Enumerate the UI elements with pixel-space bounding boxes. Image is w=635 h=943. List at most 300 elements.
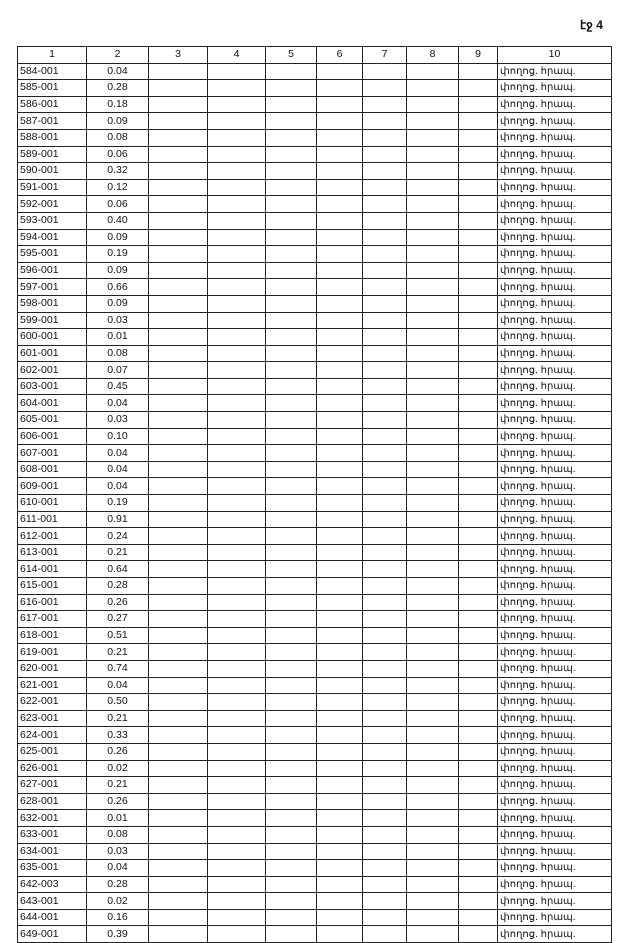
area-cell: 0.21 (87, 710, 149, 727)
parcel-code-cell: 591-001 (18, 179, 87, 196)
empty-cell (208, 113, 266, 130)
empty-cell (459, 926, 498, 943)
empty-cell (266, 893, 317, 910)
page-number-label: էջ 4 (580, 18, 603, 32)
empty-cell (317, 926, 363, 943)
land-use-cell: փողոց. հրապ. (498, 710, 612, 727)
empty-cell (459, 295, 498, 312)
empty-cell (407, 660, 459, 677)
empty-cell (407, 113, 459, 130)
parcel-code-cell: 626-001 (18, 760, 87, 777)
empty-cell (363, 544, 407, 561)
empty-cell (363, 146, 407, 163)
parcel-code-cell: 625-001 (18, 743, 87, 760)
parcel-code-cell: 618-001 (18, 627, 87, 644)
table-header-row (18, 47, 612, 64)
empty-cell (149, 710, 208, 727)
empty-cell (363, 860, 407, 877)
empty-cell (208, 826, 266, 843)
empty-cell (459, 246, 498, 263)
empty-cell (266, 80, 317, 97)
parcel-code-cell: 601-001 (18, 345, 87, 362)
empty-cell (317, 478, 363, 495)
empty-cell (208, 362, 266, 379)
table-row (18, 412, 612, 429)
table-row (18, 262, 612, 279)
empty-cell (459, 627, 498, 644)
land-use-cell: փողոց. հրապ. (498, 511, 612, 528)
empty-cell (407, 80, 459, 97)
empty-cell (459, 395, 498, 412)
empty-cell (363, 428, 407, 445)
empty-cell (266, 146, 317, 163)
table-row (18, 129, 612, 146)
empty-cell (317, 710, 363, 727)
empty-cell (459, 212, 498, 229)
parcel-code-cell: 610-001 (18, 495, 87, 512)
empty-cell (407, 412, 459, 429)
empty-cell (266, 478, 317, 495)
area-cell: 0.26 (87, 743, 149, 760)
area-cell: 0.09 (87, 262, 149, 279)
land-use-cell: փողոց. հրապ. (498, 163, 612, 180)
land-use-cell: փողոց. հրապ. (498, 644, 612, 661)
area-cell: 0.27 (87, 611, 149, 628)
empty-cell (208, 146, 266, 163)
empty-cell (317, 412, 363, 429)
area-cell: 0.28 (87, 578, 149, 595)
empty-cell (208, 793, 266, 810)
empty-cell (317, 793, 363, 810)
land-use-cell: փողոց. հրապ. (498, 428, 612, 445)
empty-cell (407, 677, 459, 694)
parcel-code-cell: 621-001 (18, 677, 87, 694)
empty-cell (459, 163, 498, 180)
land-use-cell: փողոց. հրապ. (498, 777, 612, 794)
empty-cell (266, 495, 317, 512)
empty-cell (459, 362, 498, 379)
land-use-cell: փողոց. հրապ. (498, 561, 612, 578)
parcel-code-cell: 590-001 (18, 163, 87, 180)
empty-cell (459, 694, 498, 711)
empty-cell (363, 179, 407, 196)
empty-cell (266, 511, 317, 528)
empty-cell (266, 461, 317, 478)
empty-cell (407, 295, 459, 312)
empty-cell (149, 561, 208, 578)
table-row (18, 196, 612, 213)
empty-cell (363, 495, 407, 512)
parcel-code-cell: 627-001 (18, 777, 87, 794)
empty-cell (266, 428, 317, 445)
land-use-cell: փողոց. հրապ. (498, 544, 612, 561)
table-row (18, 96, 612, 113)
empty-cell (317, 511, 363, 528)
land-use-cell: փողոց. հրապ. (498, 345, 612, 362)
table-row (18, 793, 612, 810)
empty-cell (266, 777, 317, 794)
empty-cell (266, 694, 317, 711)
empty-cell (407, 378, 459, 395)
empty-cell (363, 412, 407, 429)
empty-cell (407, 146, 459, 163)
parcel-code-cell: 623-001 (18, 710, 87, 727)
empty-cell (363, 926, 407, 943)
empty-cell (208, 246, 266, 263)
empty-cell (208, 644, 266, 661)
empty-cell (317, 660, 363, 677)
empty-cell (266, 594, 317, 611)
empty-cell (317, 677, 363, 694)
empty-cell (266, 362, 317, 379)
empty-cell (317, 163, 363, 180)
empty-cell (149, 843, 208, 860)
empty-cell (149, 196, 208, 213)
empty-cell (459, 196, 498, 213)
empty-cell (459, 760, 498, 777)
empty-cell (149, 179, 208, 196)
empty-cell (149, 246, 208, 263)
empty-cell (363, 378, 407, 395)
table-row (18, 777, 612, 794)
empty-cell (459, 909, 498, 926)
empty-cell (407, 212, 459, 229)
empty-cell (149, 760, 208, 777)
empty-cell (149, 777, 208, 794)
area-cell: 0.21 (87, 544, 149, 561)
empty-cell (407, 129, 459, 146)
area-cell: 0.26 (87, 793, 149, 810)
empty-cell (317, 378, 363, 395)
empty-cell (266, 843, 317, 860)
empty-cell (407, 445, 459, 462)
land-use-cell: փողոց. հրապ. (498, 295, 612, 312)
area-cell: 0.04 (87, 461, 149, 478)
land-use-cell: փողոց. հրապ. (498, 909, 612, 926)
empty-cell (149, 129, 208, 146)
empty-cell (407, 312, 459, 329)
empty-cell (149, 295, 208, 312)
empty-cell (407, 229, 459, 246)
land-use-cell: փողոց. հրապ. (498, 329, 612, 346)
area-cell: 0.10 (87, 428, 149, 445)
parcel-code-cell: 599-001 (18, 312, 87, 329)
empty-cell (266, 229, 317, 246)
table-row (18, 727, 612, 744)
empty-cell (407, 876, 459, 893)
empty-cell (149, 793, 208, 810)
parcel-code-cell: 649-001 (18, 926, 87, 943)
empty-cell (266, 246, 317, 263)
empty-cell (149, 660, 208, 677)
area-cell: 0.28 (87, 80, 149, 97)
empty-cell (407, 760, 459, 777)
empty-cell (149, 478, 208, 495)
table-row (18, 660, 612, 677)
empty-cell (459, 810, 498, 827)
empty-cell (266, 196, 317, 213)
empty-cell (317, 129, 363, 146)
empty-cell (317, 727, 363, 744)
parcel-code-cell: 588-001 (18, 129, 87, 146)
empty-cell (407, 495, 459, 512)
table-row (18, 743, 612, 760)
table-row (18, 694, 612, 711)
empty-cell (459, 495, 498, 512)
empty-cell (317, 893, 363, 910)
empty-cell (317, 843, 363, 860)
area-cell: 0.19 (87, 246, 149, 263)
table-row (18, 511, 612, 528)
empty-cell (208, 295, 266, 312)
empty-cell (363, 212, 407, 229)
land-parcel-table (17, 46, 612, 943)
table-row (18, 63, 612, 80)
empty-cell (363, 279, 407, 296)
empty-cell (149, 212, 208, 229)
empty-cell (266, 212, 317, 229)
empty-cell (149, 743, 208, 760)
empty-cell (266, 179, 317, 196)
parcel-code-cell: 602-001 (18, 362, 87, 379)
empty-cell (149, 810, 208, 827)
table-row (18, 395, 612, 412)
empty-cell (407, 843, 459, 860)
table-row (18, 461, 612, 478)
empty-cell (317, 909, 363, 926)
empty-cell (149, 495, 208, 512)
table-row (18, 926, 612, 943)
empty-cell (266, 760, 317, 777)
land-use-cell: փողոց. հրապ. (498, 412, 612, 429)
empty-cell (459, 345, 498, 362)
parcel-code-cell: 593-001 (18, 212, 87, 229)
empty-cell (266, 262, 317, 279)
empty-cell (363, 826, 407, 843)
land-use-cell: փողոց. հրապ. (498, 262, 612, 279)
empty-cell (407, 528, 459, 545)
empty-cell (407, 511, 459, 528)
empty-cell (208, 478, 266, 495)
area-cell: 0.45 (87, 378, 149, 395)
land-use-cell: փողոց. հրապ. (498, 495, 612, 512)
empty-cell (363, 262, 407, 279)
empty-cell (317, 295, 363, 312)
column-header-3: 3 (149, 47, 208, 64)
empty-cell (208, 461, 266, 478)
table-row (18, 312, 612, 329)
empty-cell (459, 544, 498, 561)
empty-cell (317, 826, 363, 843)
table-row (18, 229, 612, 246)
empty-cell (208, 909, 266, 926)
land-use-cell: փողոց. հրապ. (498, 246, 612, 263)
empty-cell (317, 146, 363, 163)
empty-cell (208, 511, 266, 528)
empty-cell (208, 677, 266, 694)
table-row (18, 329, 612, 346)
empty-cell (459, 179, 498, 196)
parcel-code-cell: 587-001 (18, 113, 87, 130)
empty-cell (407, 793, 459, 810)
area-cell: 0.08 (87, 345, 149, 362)
empty-cell (208, 760, 266, 777)
empty-cell (149, 860, 208, 877)
table-row (18, 495, 612, 512)
table-row (18, 163, 612, 180)
empty-cell (208, 710, 266, 727)
parcel-code-cell: 584-001 (18, 63, 87, 80)
land-use-cell: փողոց. հրապ. (498, 445, 612, 462)
land-use-cell: փողոց. հրապ. (498, 229, 612, 246)
empty-cell (407, 262, 459, 279)
empty-cell (363, 893, 407, 910)
empty-cell (208, 345, 266, 362)
empty-cell (208, 594, 266, 611)
land-use-cell: փողոց. հրապ. (498, 461, 612, 478)
empty-cell (208, 80, 266, 97)
land-use-cell: փողոց. հրապ. (498, 80, 612, 97)
empty-cell (363, 710, 407, 727)
empty-cell (149, 279, 208, 296)
empty-cell (317, 777, 363, 794)
land-use-cell: փողոց. հրապ. (498, 677, 612, 694)
empty-cell (363, 594, 407, 611)
empty-cell (208, 312, 266, 329)
empty-cell (208, 694, 266, 711)
empty-cell (363, 461, 407, 478)
table-row (18, 362, 612, 379)
empty-cell (363, 876, 407, 893)
parcel-code-cell: 632-001 (18, 810, 87, 827)
parcel-code-cell: 620-001 (18, 660, 87, 677)
table-row (18, 146, 612, 163)
area-cell: 0.02 (87, 893, 149, 910)
area-cell: 0.21 (87, 644, 149, 661)
land-use-cell: փողոց. հրապ. (498, 727, 612, 744)
column-header-7: 7 (363, 47, 407, 64)
empty-cell (149, 611, 208, 628)
parcel-code-cell: 608-001 (18, 461, 87, 478)
empty-cell (363, 843, 407, 860)
column-header-2: 2 (87, 47, 149, 64)
empty-cell (363, 80, 407, 97)
table-row (18, 528, 612, 545)
empty-cell (266, 710, 317, 727)
table-row (18, 826, 612, 843)
area-cell: 0.51 (87, 627, 149, 644)
land-use-cell: փողոց. հրապ. (498, 743, 612, 760)
empty-cell (407, 395, 459, 412)
empty-cell (363, 229, 407, 246)
empty-cell (208, 777, 266, 794)
parcel-code-cell: 603-001 (18, 378, 87, 395)
empty-cell (459, 660, 498, 677)
empty-cell (208, 378, 266, 395)
empty-cell (459, 727, 498, 744)
area-cell: 0.19 (87, 495, 149, 512)
empty-cell (317, 362, 363, 379)
empty-cell (208, 660, 266, 677)
empty-cell (459, 611, 498, 628)
area-cell: 0.40 (87, 212, 149, 229)
empty-cell (363, 445, 407, 462)
empty-cell (459, 743, 498, 760)
empty-cell (149, 578, 208, 595)
empty-cell (266, 345, 317, 362)
empty-cell (208, 196, 266, 213)
parcel-code-cell: 635-001 (18, 860, 87, 877)
land-use-cell: փողոց. հրապ. (498, 395, 612, 412)
land-use-cell: փողոց. հրապ. (498, 212, 612, 229)
empty-cell (459, 461, 498, 478)
empty-cell (317, 561, 363, 578)
empty-cell (208, 229, 266, 246)
empty-cell (149, 644, 208, 661)
area-cell: 0.74 (87, 660, 149, 677)
empty-cell (407, 345, 459, 362)
area-cell: 0.09 (87, 229, 149, 246)
land-use-cell: փողոց. հրապ. (498, 826, 612, 843)
land-use-cell: փողոց. հրապ. (498, 96, 612, 113)
empty-cell (266, 793, 317, 810)
empty-cell (363, 395, 407, 412)
land-use-cell: փողոց. հրապ. (498, 843, 612, 860)
empty-cell (208, 63, 266, 80)
table-row (18, 113, 612, 130)
table-row (18, 80, 612, 97)
empty-cell (363, 478, 407, 495)
empty-cell (149, 445, 208, 462)
empty-cell (317, 395, 363, 412)
empty-cell (266, 395, 317, 412)
empty-cell (149, 163, 208, 180)
empty-cell (459, 312, 498, 329)
empty-cell (459, 644, 498, 661)
table-row (18, 611, 612, 628)
empty-cell (266, 96, 317, 113)
table-row (18, 345, 612, 362)
empty-cell (149, 727, 208, 744)
empty-cell (149, 528, 208, 545)
empty-cell (149, 677, 208, 694)
empty-cell (266, 163, 317, 180)
parcel-code-cell: 628-001 (18, 793, 87, 810)
land-use-cell: փողոց. հրապ. (498, 578, 612, 595)
empty-cell (407, 777, 459, 794)
empty-cell (407, 561, 459, 578)
empty-cell (317, 80, 363, 97)
area-cell: 0.04 (87, 478, 149, 495)
table-row (18, 478, 612, 495)
table-row (18, 627, 612, 644)
empty-cell (149, 362, 208, 379)
empty-cell (407, 710, 459, 727)
empty-cell (459, 860, 498, 877)
area-cell: 0.04 (87, 63, 149, 80)
empty-cell (149, 694, 208, 711)
empty-cell (149, 461, 208, 478)
empty-cell (317, 179, 363, 196)
land-use-cell: փողոց. հրապ. (498, 113, 612, 130)
parcel-code-cell: 595-001 (18, 246, 87, 263)
land-use-cell: փողոց. հրապ. (498, 362, 612, 379)
empty-cell (208, 495, 266, 512)
empty-cell (149, 594, 208, 611)
empty-cell (407, 694, 459, 711)
empty-cell (149, 511, 208, 528)
empty-cell (208, 428, 266, 445)
